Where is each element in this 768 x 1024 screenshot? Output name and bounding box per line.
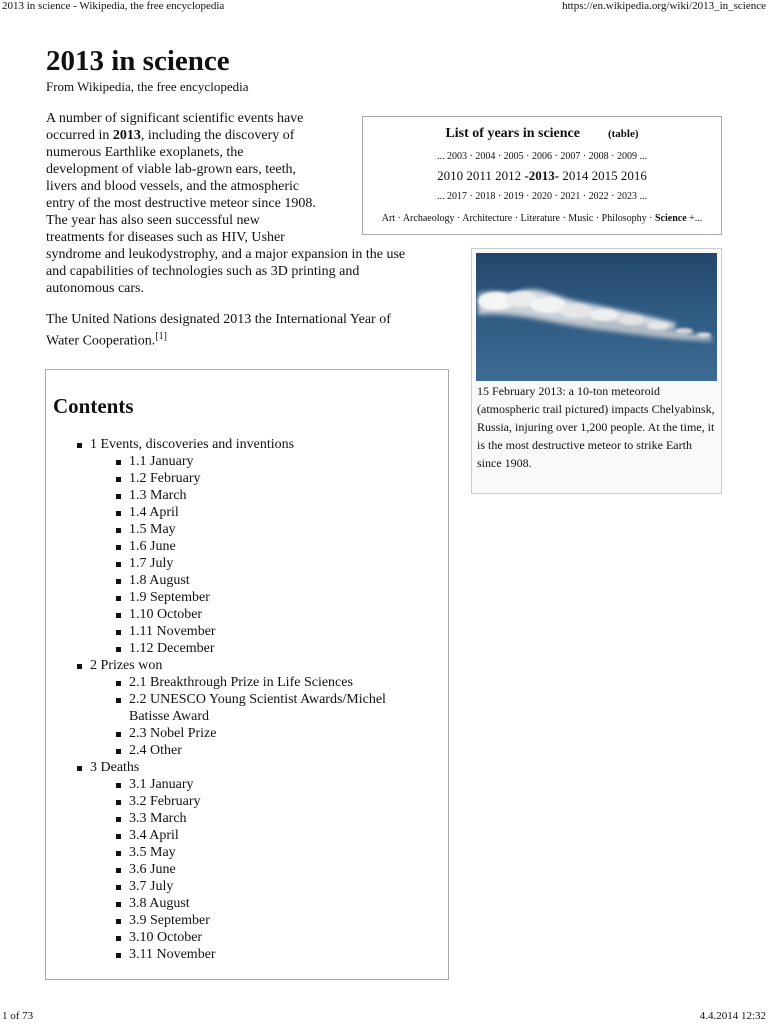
intro-line: A number of significant scientific events have: [46, 111, 304, 126]
toc-subsection-link[interactable]: 3.1 January: [46, 776, 386, 793]
un-paragraph: [46, 311, 466, 350]
current-year: -2013-: [524, 168, 560, 183]
intro-line: autonomous cars.: [46, 281, 144, 296]
navbox-title: [363, 124, 721, 142]
print-footer-datetime: 4.4.2014 12:32: [699, 1010, 766, 1022]
toc-subsection-link[interactable]: 3.9 September: [46, 912, 386, 929]
field-links[interactable]: Art · Archaeology · Architecture · Literature · Music · Philosophy ·: [381, 213, 655, 224]
toc-subsection-link[interactable]: 3.3 March: [46, 810, 386, 827]
un-line: Water Cooperation.: [46, 333, 156, 349]
intro-paragraph-continued: [46, 246, 466, 297]
reference-link[interactable]: [1]: [155, 331, 167, 342]
print-header-url[interactable]: https://en.wikipedia.org/wiki/2013_in_science: [562, 0, 766, 12]
toc-title: Contents: [53, 394, 134, 418]
intro-line: treatments for diseases such as HIV, Usher: [46, 230, 285, 245]
meteor-trail-drawing: [476, 253, 717, 381]
intro-line: The year has also seen successful new: [46, 213, 260, 228]
years-row-fields[interactable]: [363, 213, 721, 224]
intro-line: occurred in: [46, 128, 113, 143]
print-header-title: 2013 in science - Wikipedia, the free encyclopedia: [2, 0, 225, 12]
toc-subsection-link[interactable]: Batisse Award: [129, 709, 209, 724]
image-caption: 15 February 2013: a 10-ton meteoroid (atmospheric trail pictured) impacts Chelyabinsk, Russia, injuring over 1,200 people. At the time, it is the most destructive meteor to strike Earth since 1908.: [477, 384, 715, 470]
toc-subsection-link[interactable]: 1.6 June: [46, 538, 386, 555]
intro-line: numerous Earthlike exoplanets, the: [46, 145, 244, 160]
toc-subsection-link[interactable]: 2.1 Breakthrough Prize in Life Sciences: [46, 674, 386, 691]
table-of-contents: [45, 369, 449, 980]
toc-subsection-link[interactable]: 3.8 August: [46, 895, 386, 912]
meteor-trail-image[interactable]: [476, 253, 717, 381]
toc-subsection-link[interactable]: 3.6 June: [46, 861, 386, 878]
toc-subsection-link[interactable]: 1.11 November: [46, 623, 386, 640]
toc-subsection-link[interactable]: 1.9 September: [46, 589, 386, 606]
toc-subsection-link[interactable]: 1.10 October: [46, 606, 386, 623]
intro-line: development of viable lab-grown ears, teeth,: [46, 162, 296, 177]
intro-line: , including the discovery of: [140, 128, 295, 143]
toc-subsection-link[interactable]: 3.2 February: [46, 793, 386, 810]
print-footer-page: 1 of 73: [2, 1010, 34, 1022]
toc-subsection-link[interactable]: 2.3 Nobel Prize: [46, 725, 386, 742]
years-row-past[interactable]: ... 2003 · 2004 · 2005 · 2006 · 2007 · 2008 · 2009 ...: [437, 151, 647, 162]
toc-list: [46, 436, 386, 963]
intro-line: entry of the most destructive meteor since 1908.: [46, 196, 316, 211]
years-row-future[interactable]: ... 2017 · 2018 · 2019 · 2020 · 2021 · 2022 · 2023 ...: [437, 191, 647, 202]
toc-subsection-link[interactable]: 1.3 March: [46, 487, 386, 504]
toc-subsection-link[interactable]: 1.7 July: [46, 555, 386, 572]
toc-subsection-link[interactable]: 1.1 January: [46, 453, 386, 470]
page-tagline: From Wikipedia, the free encyclopedia: [46, 79, 249, 94]
intro-text-continued: [46, 246, 466, 350]
toc-subsection-link[interactable]: 2.2 UNESCO Young Scientist Awards/Michel: [46, 691, 386, 708]
toc-subsection-link[interactable]: 1.8 August: [46, 572, 386, 589]
table-link[interactable]: (table): [607, 128, 639, 140]
year-links-before[interactable]: 2010 2011 2012: [437, 168, 525, 183]
toc-subsection-link[interactable]: 3.4 April: [46, 827, 386, 844]
meteor-thumbnail: [471, 248, 722, 494]
toc-section-link[interactable]: 3 Deaths: [46, 759, 386, 776]
years-in-science-navbox: [362, 116, 722, 235]
toc-section-link[interactable]: 1 Events, discoveries and inventions: [46, 436, 386, 453]
current-field: Science: [654, 213, 687, 224]
intro-line: syndrome and leukodystrophy, and a major expansion in the use: [46, 247, 406, 262]
years-row-current[interactable]: [363, 168, 721, 184]
toc-subsection-link[interactable]: 1.4 April: [46, 504, 386, 521]
toc-subsection-link[interactable]: 1.2 February: [46, 470, 386, 487]
intro-line: livers and blood vessels, and the atmospheric: [46, 179, 300, 194]
toc-subsection-link[interactable]: 3.10 October: [46, 929, 386, 946]
toc-subsection-link[interactable]: 1.12 December: [46, 640, 386, 657]
toc-subsection-link[interactable]: 2.4 Other: [46, 742, 386, 759]
year-links-after[interactable]: 2014 2015 2016: [559, 168, 647, 183]
toc-section-link[interactable]: 2 Prizes won: [46, 657, 386, 674]
intro-line: and capabilities of technologies such as 3D printing and: [46, 264, 360, 279]
toc-subsection-link[interactable]: 3.5 May: [46, 844, 386, 861]
navbox-title-link[interactable]: List of years in science: [445, 126, 580, 141]
page-title: 2013 in science: [46, 45, 230, 77]
toc-subsection-link[interactable]: 3.7 July: [46, 878, 386, 895]
year-link[interactable]: 2013: [112, 128, 141, 143]
toc-subsection-link[interactable]: 1.5 May: [46, 521, 386, 538]
toc-subsection-link[interactable]: 3.11 November: [46, 946, 386, 963]
un-line: The United Nations designated 2013 the International Year of: [46, 312, 391, 327]
more-fields-link[interactable]: +...: [686, 213, 703, 224]
